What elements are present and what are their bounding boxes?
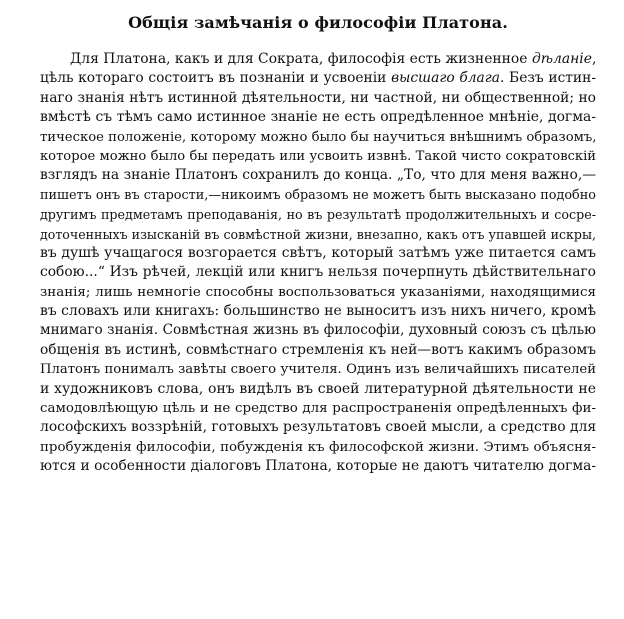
text-run: въ душѣ учащагося возгорается свѣтъ, который затѣмъ уже питается самъ	[40, 244, 596, 261]
text-line	[40, 89, 596, 108]
document-page	[40, 12, 596, 477]
text-line	[40, 186, 596, 205]
text-line	[40, 418, 596, 437]
text-run: цѣль котораго состоитъ въ познаніи и усвоеніи	[40, 70, 392, 87]
text-line	[40, 341, 596, 360]
text-line	[40, 399, 596, 418]
text-run: ,	[591, 51, 597, 67]
text-line	[40, 225, 596, 244]
text-line	[40, 205, 596, 224]
text-line	[40, 438, 596, 457]
body-paragraph	[40, 50, 596, 477]
text-run: знанія; лишь немногіе способны воспользоваться указаніями, находящимися	[40, 284, 596, 300]
text-run: самодовлѣющую цѣль и не средство для распространенія опредѣленныхъ фи-	[40, 401, 596, 417]
text-run: которое можно было бы передать или усвоить извнѣ. Такой чисто сократовскій	[40, 148, 596, 164]
emphasized-text: дѣланіе	[531, 51, 592, 67]
text-line	[40, 263, 596, 282]
text-line	[40, 128, 596, 147]
text-run: общенія въ истинѣ, совмѣстнаго стремленія къ ней—вотъ какимъ образомъ	[40, 341, 596, 358]
text-run: другимъ предметамъ преподаванія, но въ результатѣ продолжительныхъ и сосре-	[40, 207, 596, 223]
emphasized-text: высшаго блага	[391, 70, 500, 87]
page-title: Общія замѣчанія о философіи Платона.	[128, 13, 508, 32]
text-run: въ словахъ или книгахъ: большинство не выноситъ изъ нихъ ничего, кромѣ	[40, 303, 596, 320]
text-run: Для Платона, какъ и для Сократа, философія есть жизненное	[70, 51, 532, 67]
text-run: Платонъ понималъ завѣты своего учителя. Одинъ изъ величайшихъ писателей	[40, 362, 596, 378]
text-run: собою...“ Изъ рѣчей, лекцій или книгъ нельзя почерпнуть дѣйствительнаго	[40, 264, 596, 281]
text-run: и художниковъ слова, онъ видѣлъ въ своей литературной дѣятельности не	[40, 380, 596, 397]
text-line	[40, 166, 596, 185]
text-line	[40, 50, 596, 69]
text-line	[40, 302, 596, 321]
text-run: . Безъ истин-	[499, 70, 596, 87]
text-run: доточенныхъ изысканій въ совмѣстной жизни, внезапно, какъ отъ упавшей искры,	[40, 226, 596, 242]
text-run: вмѣстѣ съ тѣмъ само истинное знаніе не есть опредѣленное мнѣніе, догма-	[40, 109, 596, 126]
text-line	[40, 108, 596, 127]
text-run: ются и особенности діалоговъ Платона, которые не даютъ читателю догма-	[40, 458, 596, 475]
text-line	[40, 360, 596, 379]
text-line	[40, 457, 596, 476]
text-line	[40, 69, 596, 88]
text-line	[40, 380, 596, 399]
text-line	[40, 321, 596, 340]
text-run: наго знанія нѣтъ истинной дѣятельности, ни частной, ни общественной; но	[40, 89, 596, 106]
text-run: тическое положеніе, которому можно было бы научиться внѣшнимъ образомъ,	[40, 129, 597, 145]
text-run: пишетъ онъ въ старости,—никоимъ образомъ не можетъ быть высказано подобно	[40, 187, 596, 203]
text-line	[40, 244, 596, 263]
text-line	[40, 283, 596, 302]
text-run: пробужденія философіи, побужденія къ философской жизни. Этимъ объясня-	[40, 439, 596, 455]
text-run: мнимаго знанія. Совмѣстная жизнь въ философіи, духовный союзъ съ цѣлью	[40, 322, 596, 339]
text-run: лософскихъ воззрѣній, готовыхъ результатовъ своей мысли, а средство для	[40, 419, 597, 436]
text-line	[40, 147, 596, 166]
text-run: взглядъ на знаніе Платонъ сохранилъ до конца. „То, что для меня важно,—	[40, 167, 596, 184]
